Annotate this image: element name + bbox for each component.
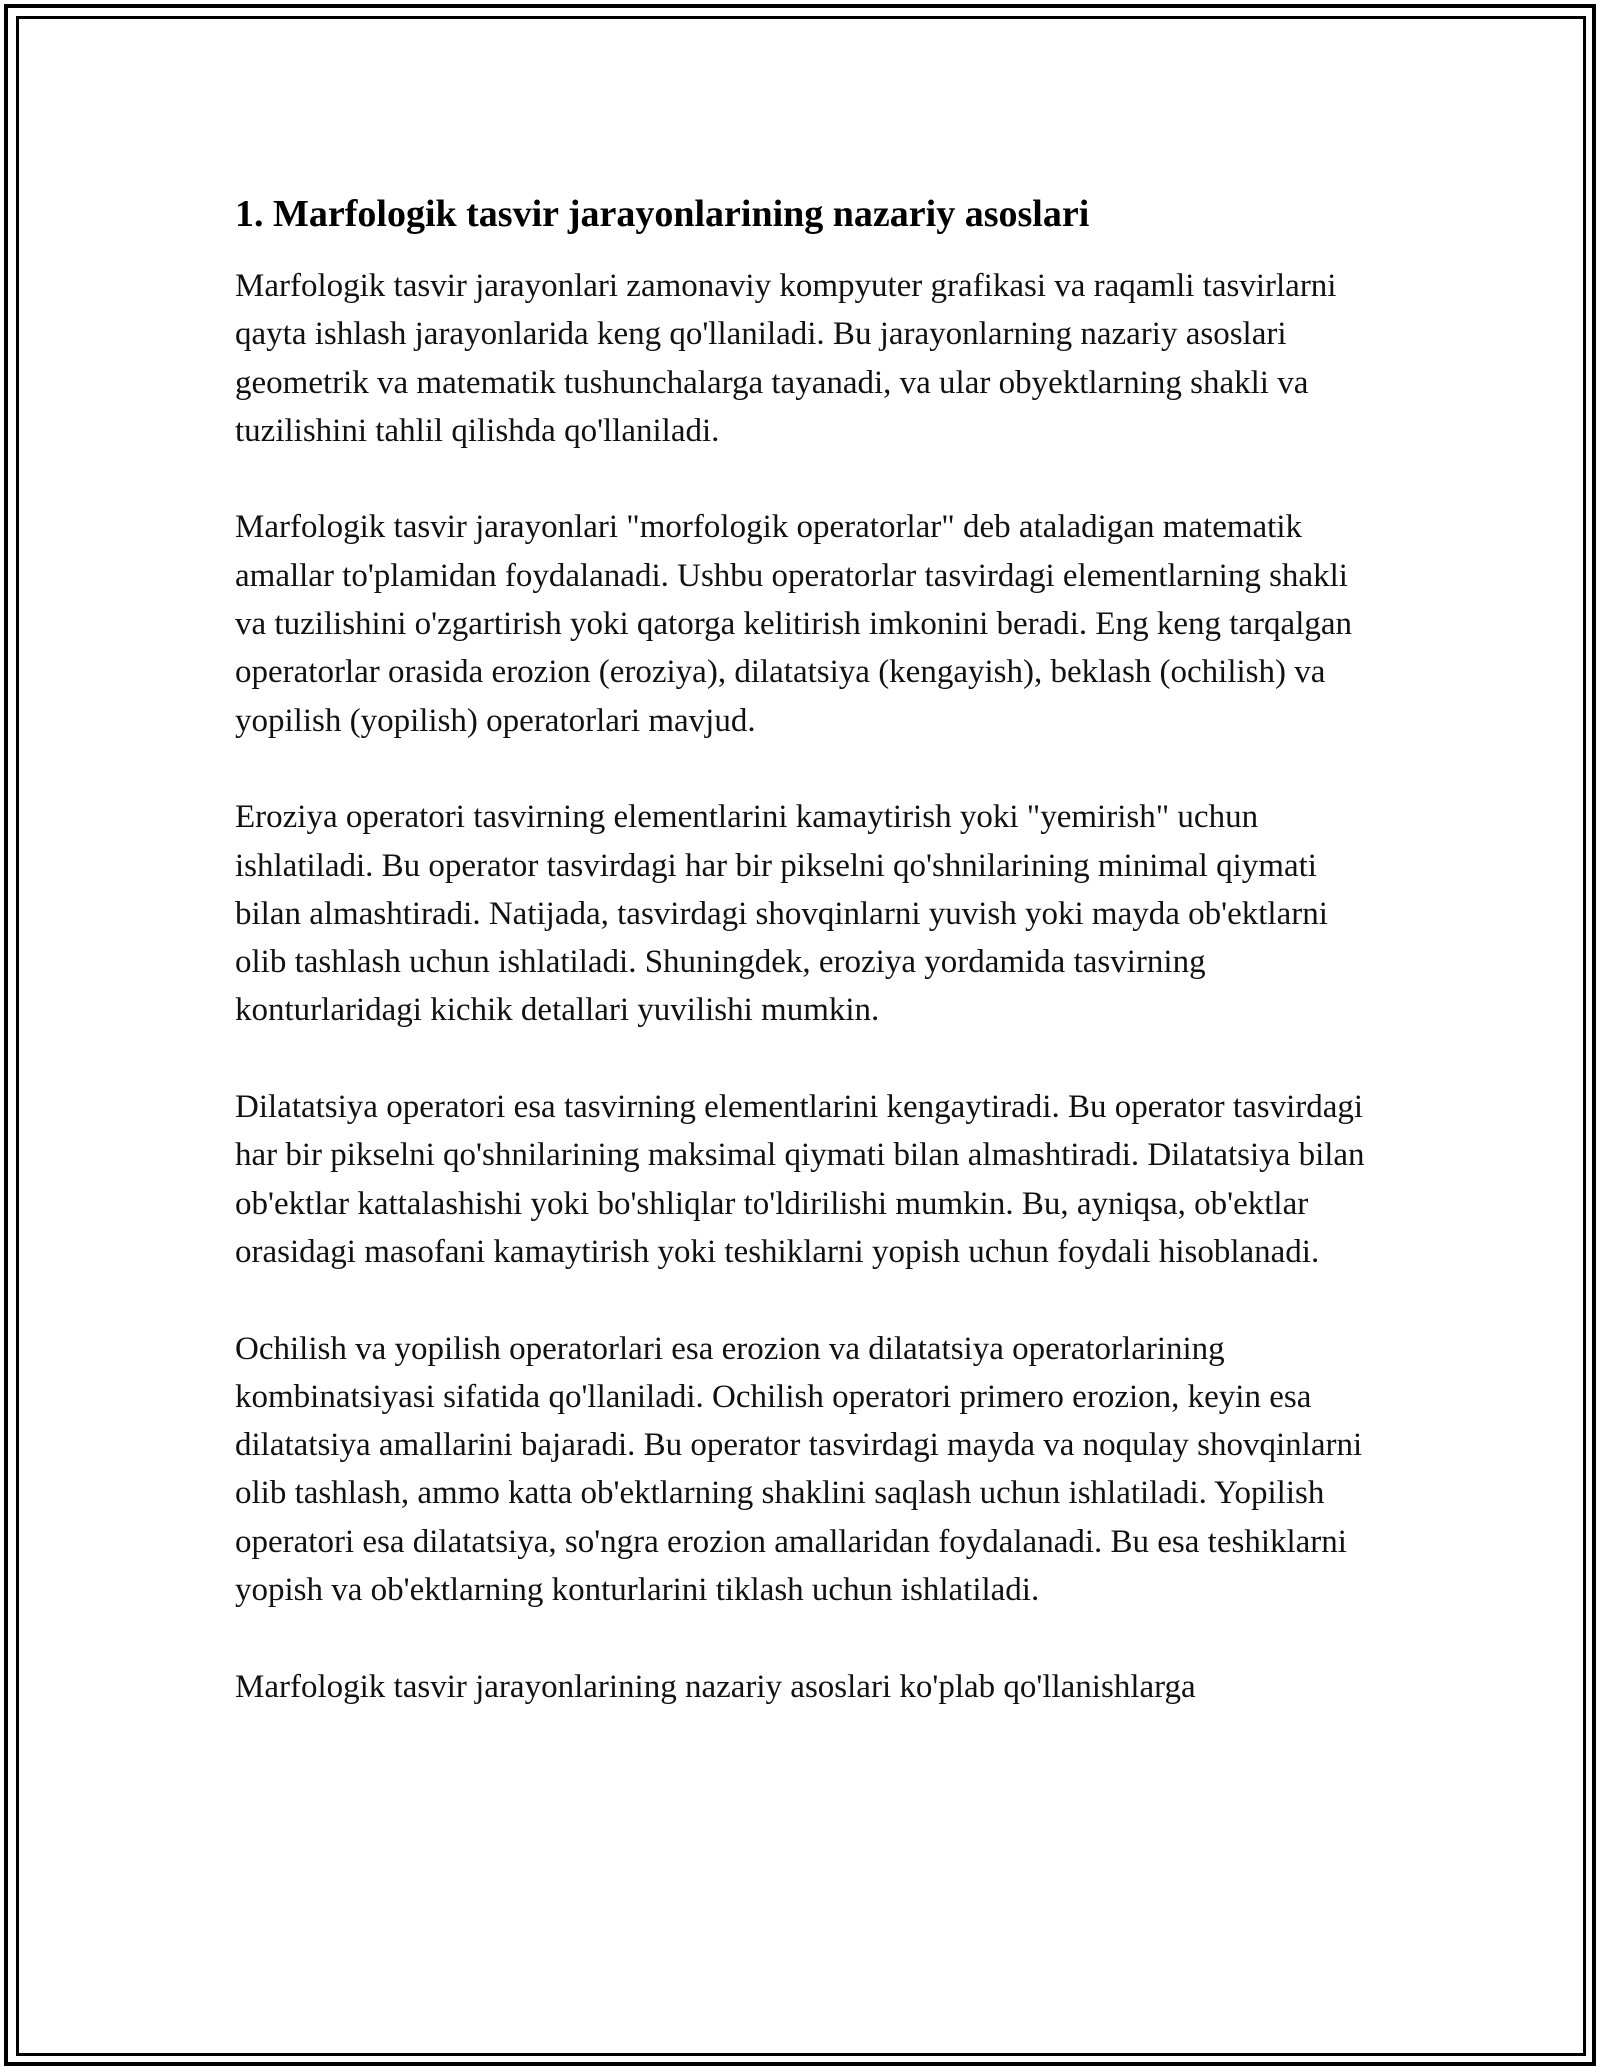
section-heading: 1. Marfologik tasvir jarayonlarining nazariy asoslari: [235, 193, 1090, 235]
paragraph-intro: Marfologik tasvir jarayonlari zamonaviy kompyuter grafikasi va raqamli tasvirlarni qayta ishlash jarayonlarida keng qo'llaniladi. Bu jarayonlarning nazariy asoslari geometrik va matematik tushunchalarga tayanadi, va ular obyektlarning shakli va tuzilishini tahlil qilishda qo'llaniladi.: [235, 268, 1337, 449]
document-body: [235, 186, 1370, 1711]
paragraph-dilation: Dilatatsiya operatori esa tasvirning elementlarini kengaytiradi. Bu operator tasvirdagi har bir pikselni qo'shnilarining maksimal qiymati bilan almashtiradi. Dilatatsiya bilan ob'ektlar kattalashishi yoki bo'shliqlar to'ldirilishi mumkin. Bu, ayniqsa, ob'ektlar orasidagi masofani kamaytirish yoki teshiklarni yopish uchun foydali hisoblanadi.: [235, 1089, 1365, 1270]
paragraph-erosion: Eroziya operatori tasvirning elementlarini kamaytirish yoki "yemirish" uchun ishlatiladi. Bu operator tasvirdagi har bir pikselni qo'shnilarining minimal qiymati bilan almashtiradi. Natijada, tasvirdagi shovqinlarni yuvish yoki mayda ob'ektlarni olib tashlash uchun ishlatiladi. Shuningdek, eroziya yordamida tasvirning konturlaridagi kichik detallari yuvilishi mumkin.: [235, 799, 1328, 1029]
paragraph-opening-closing: Ochilish va yopilish operatorlari esa erozion va dilatatsiya operatorlarining kombinatsiyasi sifatida qo'llaniladi. Ochilish operatori primero erozion, keyin esa dilatatsiya amallarini bajaradi. Bu operator tasvirdagi mayda va noqulay shovqinlarni olib tashlash, ammo katta ob'ektlarning shaklini saqlash uchun ishlatiladi. Yopilish operatori esa dilatatsiya, so'ngra erozion amallaridan foydalanadi. Bu esa teshiklarni yopish va ob'ektlarning konturlarini tiklash uchun ishlatiladi.: [235, 1330, 1363, 1609]
paragraph-morphological-operators: Marfologik tasvir jarayonlari "morfologik operatorlar" deb ataladigan matematik amallar to'plamidan foydalanadi. Ushbu operatorlar tasvirdagi elementlarning shakli va tuzilishini o'zgartirish yoki qatorga kelitirish imkonini beradi. Eng keng tarqalgan operatorlar orasida erozion (eroziya), dilatatsiya (kengayish), beklash (ochilish) va yopilish (yopilish) operatorlari mavjud.: [235, 509, 1353, 739]
paragraph-applications: Marfologik tasvir jarayonlarining nazariy asoslari ko'plab qo'llanishlarga: [235, 1668, 1196, 1705]
